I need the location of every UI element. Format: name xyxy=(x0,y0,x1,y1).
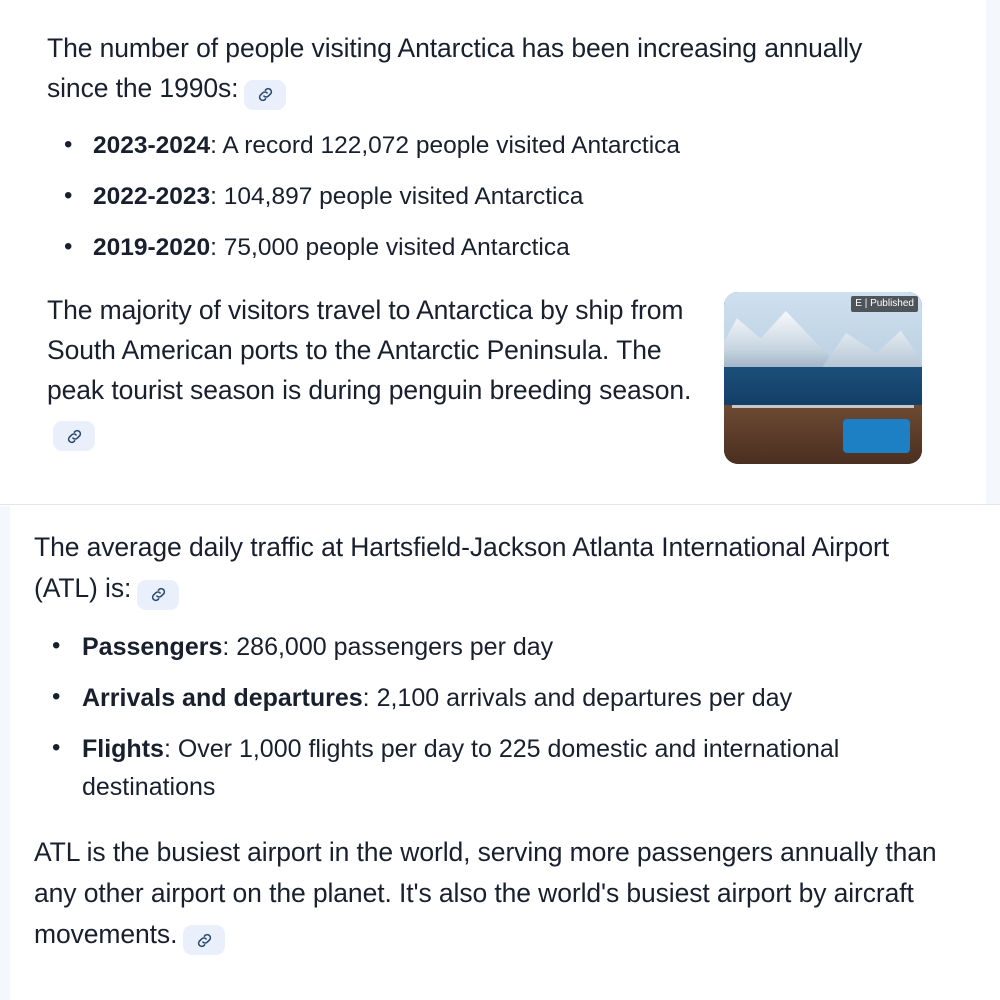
atl-bullet-list xyxy=(34,628,950,806)
list-item xyxy=(47,230,926,266)
list-item xyxy=(34,730,950,806)
bullet-rest: : 75,000 people visited Antarctica xyxy=(210,233,570,261)
link-icon[interactable] xyxy=(137,580,179,610)
answer-card-atl xyxy=(10,505,1000,955)
link-icon[interactable] xyxy=(183,925,225,955)
antarctica-bullet-list xyxy=(47,128,926,266)
bullet-rest: : 2,100 arrivals and departures per day xyxy=(362,683,793,712)
bullet-lead: 2019-2020 xyxy=(93,233,211,261)
bullet-lead: 2022-2023 xyxy=(93,182,211,210)
antarctica-body-text: The majority of visitors travel to Antarctica by ship from South American ports to the Antarctic Peninsula. The peak tourist season is during penguin breeding season. xyxy=(47,294,692,405)
atl-intro-paragraph xyxy=(34,527,950,610)
page-background-strip-left xyxy=(0,506,10,1000)
link-icon[interactable] xyxy=(53,421,95,451)
antarctica-thumbnail-image[interactable] xyxy=(724,292,922,464)
atl-body-paragraph xyxy=(34,832,950,956)
atl-body-text: ATL is the busiest airport in the world, serving more passengers annually than any other airport on the planet. It's also the world's busiest airport by aircraft movements. xyxy=(34,836,937,949)
atl-intro-text: The average daily traffic at Hartsfield-Jackson Atlanta International Airport (ATL) is: xyxy=(34,532,889,603)
antarctica-body-block xyxy=(47,290,926,452)
bullet-lead: Passengers xyxy=(82,632,223,661)
bullet-rest: : Over 1,000 flights per day to 225 domestic and international destinations xyxy=(82,734,840,801)
list-item xyxy=(47,128,926,164)
antarctica-intro-paragraph xyxy=(47,28,926,110)
list-item xyxy=(34,628,950,666)
antarctica-body-paragraph xyxy=(47,290,717,452)
page-background-strip-right xyxy=(986,0,1000,504)
list-item xyxy=(47,179,926,215)
list-item xyxy=(34,679,950,717)
bullet-rest: : 104,897 people visited Antarctica xyxy=(210,182,584,210)
bullet-lead: Arrivals and departures xyxy=(82,683,363,712)
bullet-rest: : A record 122,072 people visited Antarctica xyxy=(210,131,681,159)
thumbnail-source-badge: E | Published xyxy=(851,296,918,312)
antarctica-intro-text: The number of people visiting Antarctica has been increasing annually since the 1990s: xyxy=(47,33,863,103)
bullet-lead: Flights xyxy=(82,734,164,763)
answer-card-antarctica xyxy=(0,8,986,479)
bullet-lead: 2023-2024 xyxy=(93,131,211,159)
bullet-rest: : 286,000 passengers per day xyxy=(222,632,554,661)
link-icon[interactable] xyxy=(244,80,286,110)
